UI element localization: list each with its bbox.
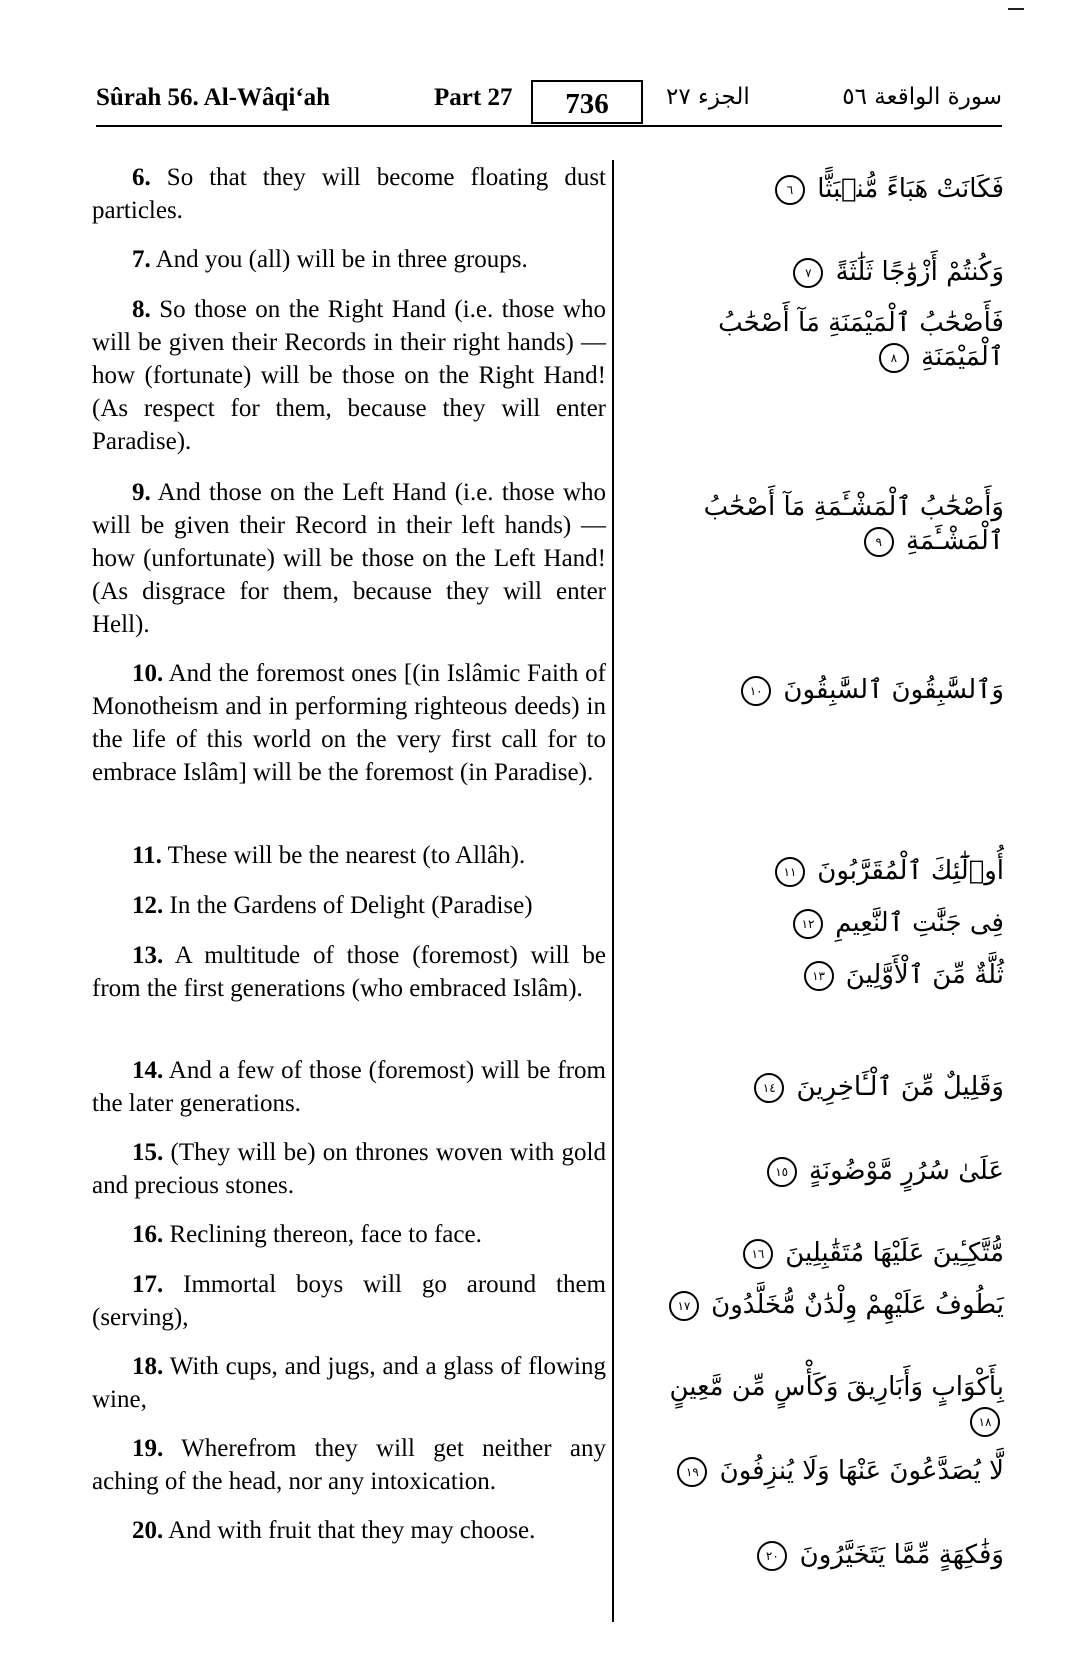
verse-16-arabic: مُّتَّكِـِٔينَ عَلَيْهَا مُتَقَٰبِلِينَ ١٦ xyxy=(644,1236,1004,1270)
verse-number-mark: ١٨ xyxy=(970,1407,1000,1437)
verse-9-arabic: وَأَصْحَٰبُ ٱلْمَشْـَٔمَةِ مَآ أَصْحَٰبُ ٱلْمَشْـَٔمَةِ ٩ xyxy=(703,492,1004,556)
verse-number-mark: ١٦ xyxy=(743,1239,773,1269)
verse-number-mark: ١٢ xyxy=(793,909,823,939)
verse-number-mark: ١٧ xyxy=(669,1291,699,1321)
verse-11-arabic: أُو۟لَٰٓئِكَ ٱلْمُقَرَّبُونَ ١١ xyxy=(644,854,1004,888)
verse-number-mark: ١٩ xyxy=(677,1457,707,1487)
verse-number-mark: ٢٠ xyxy=(757,1541,787,1571)
verse-7-english: 7. And you (all) will be in three groups. xyxy=(132,246,528,273)
verse-number-mark: ٩ xyxy=(864,527,894,557)
verse-number-mark: ١٣ xyxy=(804,961,834,991)
verse-number-mark: ٦ xyxy=(775,175,805,205)
verse-19-arabic: لَّا يُصَدَّعُونَ عَنْهَا وَلَا يُنزِفُونَ ١٩ xyxy=(644,1454,1004,1488)
verse-8-english: 8. So those on the Right Hand (i.e. those who will be given their Records in their right hands) — how (fortunate) will be those on the Right Hand! (As respect for them, because they will enter Paradise). xyxy=(92,296,606,455)
verse-13-arabic: ثُلَّةٌ مِّنَ ٱلْأَوَّلِينَ ١٣ xyxy=(644,958,1004,992)
verse-15-arabic: عَلَىٰ سُرُرٍ مَّوْضُونَةٍ ١٥ xyxy=(644,1154,1004,1188)
verse-7-arabic: وَكُنتُمْ أَزْوَٰجًا ثَلَٰثَةً ٧ xyxy=(644,255,1004,289)
verse-14-english: 14. And a few of those (foremost) will be from the later generations. xyxy=(92,1057,606,1117)
verse-14-arabic: وَقَلِيلٌ مِّنَ ٱلْـَٔاخِرِينَ ١٤ xyxy=(644,1070,1004,1104)
column-divider xyxy=(612,160,614,1622)
verse-6-english: 6. So that they will become floating dust particles. xyxy=(92,164,606,224)
verse-13-english: 13. A multitude of those (foremost) will be from the first generations (who embraced Islâm). xyxy=(92,942,606,1002)
page-number: 736 xyxy=(531,80,643,124)
part-label: Part 27 xyxy=(434,84,513,111)
header-rule xyxy=(96,125,1002,127)
verse-number-mark: ١٠ xyxy=(741,676,771,706)
verse-17-arabic: يَطُوفُ عَلَيْهِمْ وِلْدَٰنٌ مُّخَلَّدُونَ ١٧ xyxy=(644,1288,1004,1322)
verse-20-arabic: وَفَٰكِهَةٍ مِّمَّا يَتَخَيَّرُونَ ٢٠ xyxy=(644,1538,1004,1572)
verse-number-mark: ٧ xyxy=(793,258,823,288)
verse-10-arabic: وَٱلسَّٰبِقُونَ ٱلسَّٰبِقُونَ ١٠ xyxy=(644,673,1004,707)
verse-19-english: 19. Wherefrom they will get neither any aching of the head, nor any intoxication. xyxy=(92,1435,606,1495)
verse-12-arabic: فِى جَنَّٰتِ ٱلنَّعِيمِ ١٢ xyxy=(644,906,1004,940)
verse-16-english: 16. Reclining thereon, face to face. xyxy=(132,1221,482,1248)
verse-number-mark: ٨ xyxy=(879,343,909,373)
verse-12-english: 12. In the Gardens of Delight (Paradise) xyxy=(132,892,533,919)
verse-8-arabic: فَأَصْحَٰبُ ٱلْمَيْمَنَةِ مَآ أَصْحَٰبُ ٱلْمَيْمَنَةِ ٨ xyxy=(718,308,1004,372)
verse-number-mark: ١٤ xyxy=(754,1073,784,1103)
verse-17-english: 17. Immortal boys will go around them (serving), xyxy=(92,1271,606,1331)
verse-18-arabic: بِأَكْوَابٍ وَأَبَارِيقَ وَكَأْسٍ مِّن مَّعِينٍ ١٨ xyxy=(644,1370,1004,1438)
verse-9-english: 9. And those on the Left Hand (i.e. those who will be given their Record in their left hands) — how (unfortunate) will be those on the Left Hand! (As disgrace for them, because they will enter Hell). xyxy=(92,479,606,638)
verse-11-english: 11. These will be the nearest (to Allâh). xyxy=(132,842,526,869)
verse-15-english: 15. (They will be) on thrones woven with gold and precious stones. xyxy=(92,1139,606,1199)
juz-arabic: الجزء ٢٧ xyxy=(666,84,750,110)
surah-title: Sûrah 56. Al-Wâqi‘ah xyxy=(96,84,331,111)
verse-number-mark: ١٥ xyxy=(767,1157,797,1187)
page-header xyxy=(96,84,1002,124)
verse-number-mark: ١١ xyxy=(775,857,805,887)
corner-mark xyxy=(1008,8,1024,10)
verse-20-english: 20. And with fruit that they may choose. xyxy=(132,1517,536,1544)
verse-6-arabic: فَكَانَتْ هَبَاءً مُّنۢبَثًّا ٦ xyxy=(644,172,1004,206)
surah-arabic: سورة الواقعة ٥٦ xyxy=(842,84,1002,110)
verse-18-english: 18. With cups, and jugs, and a glass of flowing wine, xyxy=(92,1353,606,1413)
verse-10-english: 10. And the foremost ones [(in Islâmic Faith of Monotheism and in performing righteous deeds) in the life of this world on the very first call for to embrace Islâm] will be the foremost (in Paradise). xyxy=(92,660,606,786)
